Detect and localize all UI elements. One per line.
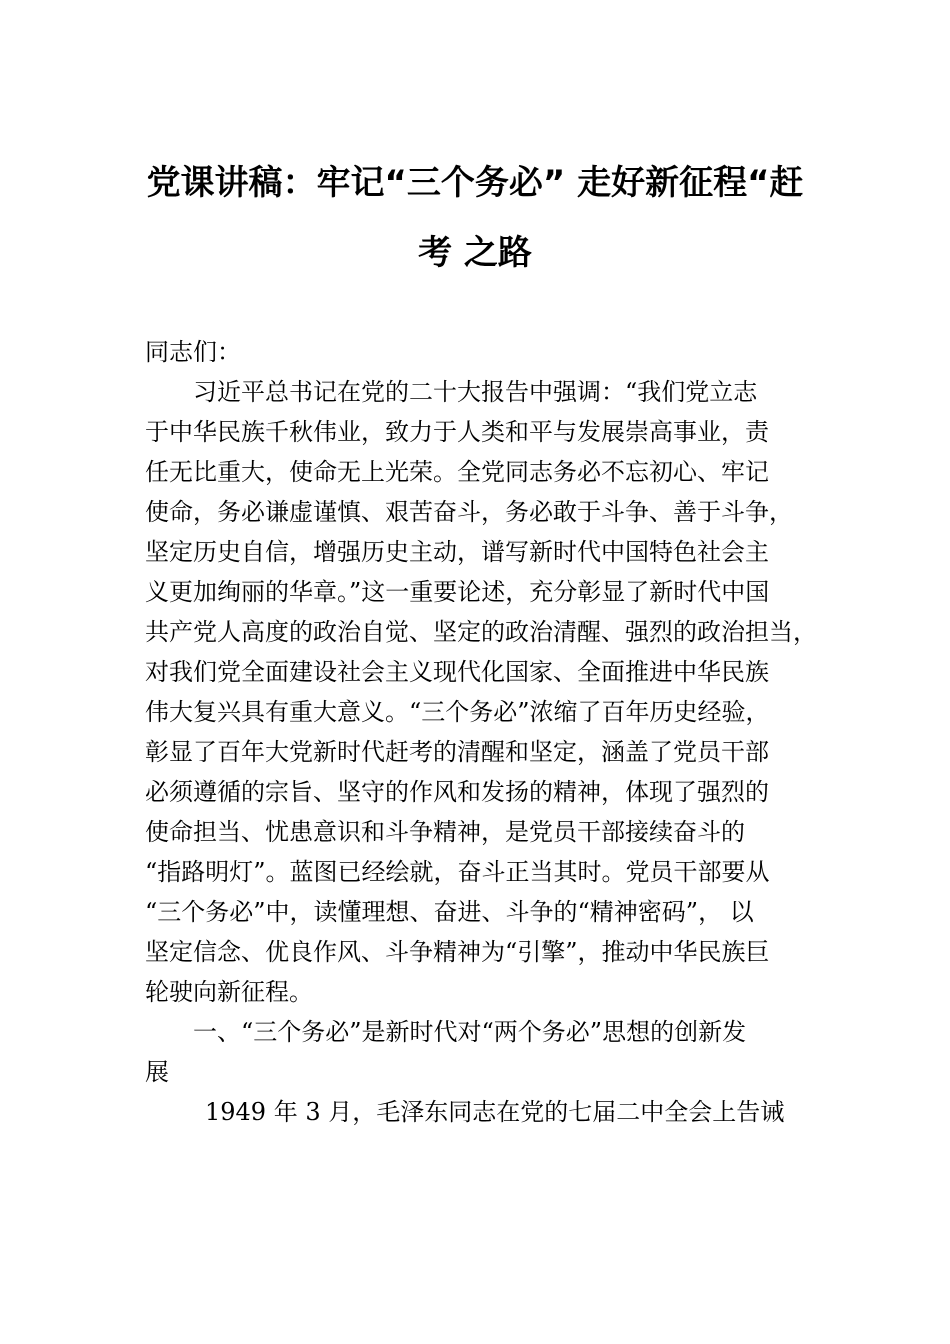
paragraph-line: 伟大复兴具有重大意义。“三个务必”浓缩了百年历史经验， [145, 698, 770, 726]
paragraph-line: 使命，务必谦虚谨慎、艰苦奋斗，务必敢于斗争、善于斗争， [145, 498, 793, 526]
paragraph-line: 义更加绚丽的华章。”这一重要论述，充分彰显了新时代中国 [145, 578, 770, 606]
paragraph-line: 使命担当、忧患意识和斗争精神，是党员干部接续奋斗的 [145, 818, 745, 846]
paragraph-line: 习近平总书记在党的二十大报告中强调：“我们党立志 [193, 378, 758, 406]
paragraph-line: 于中华民族千秋伟业，致力于人类和平与发展崇高事业，责 [145, 418, 769, 446]
paragraph-line: 1949 年 3 月，毛泽东同志在党的七届二中全会上告诫 [205, 1098, 785, 1126]
document-title-line-1: 党课讲稿：牢记“三个务必” 走好新征程“赶 [146, 163, 804, 203]
document-title-line-2: 考 之路 [418, 233, 532, 273]
paragraph-line: “三个务必”中，读懂理想、奋进、斗争的“精神密码”， 以 [145, 898, 754, 926]
salutation: 同志们： [145, 338, 241, 366]
paragraph-line: 共产党人高度的政治自觉、坚定的政治清醒、强烈的政治担当， [145, 618, 817, 646]
paragraph-line: 坚定历史自信，增强历史主动，谱写新时代中国特色社会主 [145, 538, 769, 566]
section-heading-line: 一、“三个务必”是新时代对“两个务必”思想的创新发 [193, 1018, 747, 1046]
paragraph-line: 必须遵循的宗旨、坚守的作风和发扬的精神，体现了强烈的 [145, 778, 769, 806]
paragraph-line: 彰显了百年大党新时代赶考的清醒和坚定，涵盖了党员干部 [145, 738, 769, 766]
paragraph-line: 任无比重大，使命无上光荣。全党同志务必不忘初心、牢记 [145, 458, 769, 486]
section-heading-line: 展 [145, 1058, 169, 1086]
paragraph-line: 对我们党全面建设社会主义现代化国家、全面推进中华民族 [145, 658, 769, 686]
paragraph-line: 轮驶向新征程。 [145, 978, 313, 1006]
paragraph-line: 坚定信念、优良作风、斗争精神为“引擎”，推动中华民族巨 [145, 938, 770, 966]
paragraph-line: “指路明灯”。蓝图已经绘就，奋斗正当其时。党员干部要从 [145, 858, 770, 886]
